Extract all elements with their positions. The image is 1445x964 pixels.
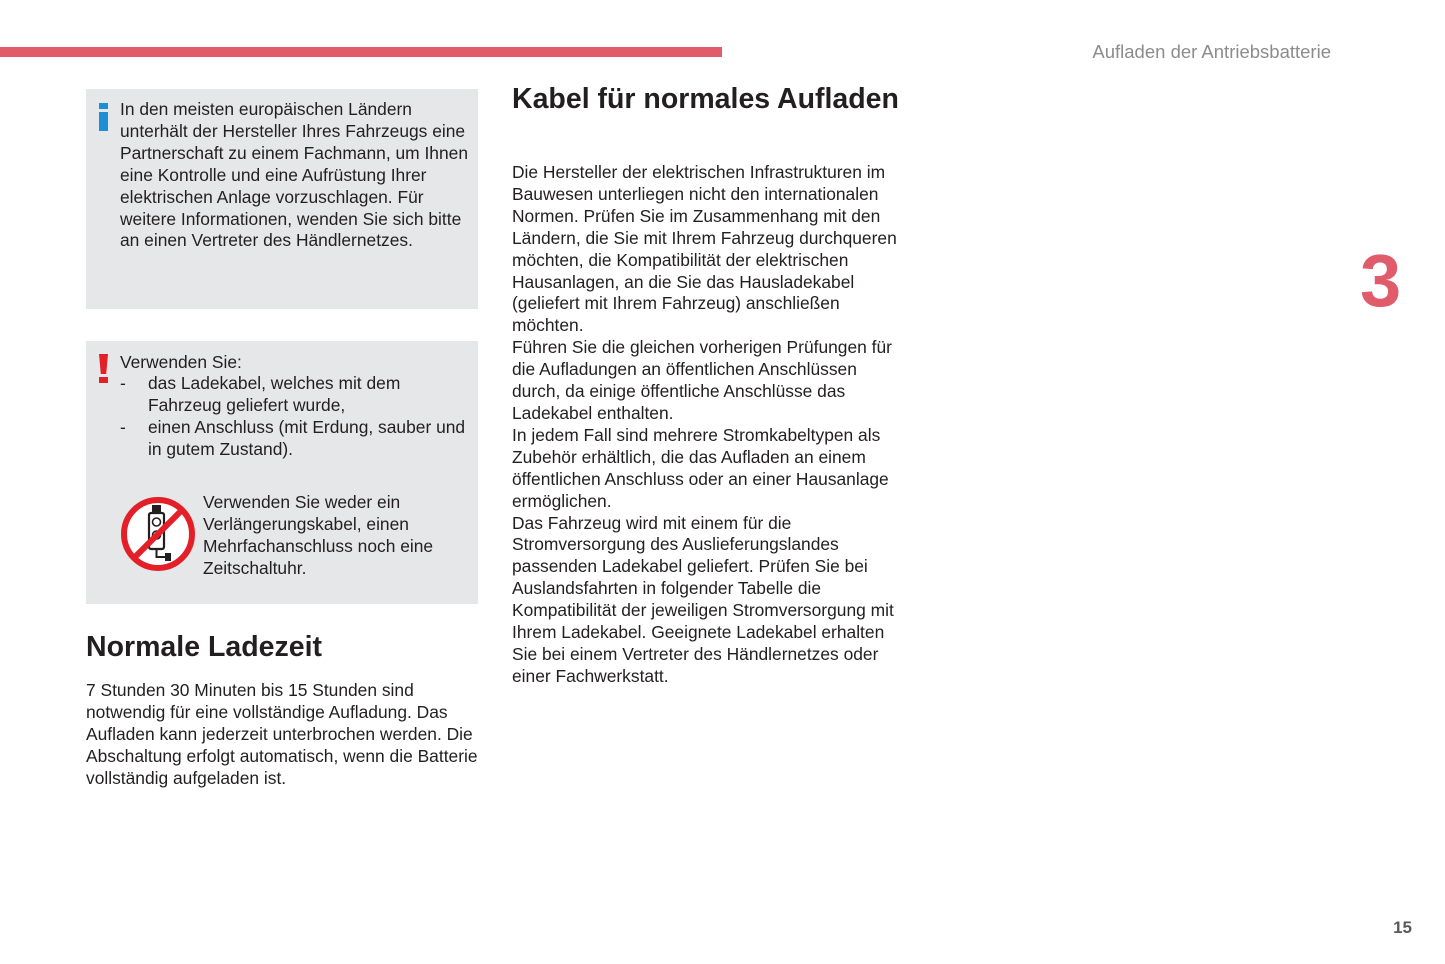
warning-intro: Verwenden Sie: — [120, 352, 242, 372]
normal-charge-heading: Normale Ladezeit — [86, 631, 322, 663]
no-extension-cable-icon — [119, 495, 197, 573]
warning-list — [120, 373, 470, 461]
header-accent-bar — [0, 47, 722, 57]
cable-section-text — [512, 162, 907, 688]
warning-box — [86, 341, 478, 604]
normal-charge-text: 7 Stunden 30 Minuten bis 15 Stunden sind notwendig für eine vollständige Aufladung. Das Aufladen kann jederzeit unterbrochen werden. Die Abschaltung erfolgt automatisch, wenn die Batterie vollständig aufgeladen ist. — [86, 680, 478, 788]
info-icon — [97, 103, 110, 133]
cable-paragraph: Führen Sie die gleichen vorherigen Prüfungen für die Aufladungen an öffentlichen Anschlüssen durch, da einige öffentliche Anschlüsse das Ladekabel enthalten. — [512, 337, 892, 423]
chapter-number: 3 — [1360, 239, 1402, 322]
info-box — [86, 89, 478, 309]
list-item: - einen Anschluss (mit Erdung, sauber und in gutem Zustand). — [120, 416, 466, 459]
cable-paragraph: Das Fahrzeug wird mit einem für die Stromversorgung des Auslieferungslandes passenden Ladekabel geliefert. Prüfen Sie bei Auslandsfahrten in folgender Tabelle die Kompatibilität der jeweiligen Stromversorgung mit Ihrem Ladekabel. Geeignete Ladekabel erhalten Sie bei einem Vertreter des Händlernetzes oder einer Fachwerkstatt. — [512, 512, 894, 686]
page-number: 15 — [1393, 918, 1412, 937]
warning-icon — [97, 354, 110, 384]
prohibition-text: Verwenden Sie weder ein Verlängerungskabel, einen Mehrfachanschluss noch eine Zeitschaltuhr. — [203, 492, 434, 578]
cable-paragraph: In jedem Fall sind mehrere Stromkabeltypen als Zubehör erhältlich, die das Aufladen an einem öffentlichen Anschluss oder an einer Hausanlage ermöglichen. — [512, 424, 889, 511]
running-header: Aufladen der Antriebsbatterie — [1092, 41, 1331, 62]
cable-section-heading: Kabel für normales Aufladen — [512, 83, 899, 115]
cable-paragraph: Die Hersteller der elektrischen Infrastrukturen im Bauwesen unterliegen nicht den internationalen Normen. Prüfen Sie im Zusammenhang mit den Ländern, die Sie mit Ihrem Fahrzeug durchqueren möchten, die Kompatibilität der elektrischen Hausanlagen, an die Sie das Hausladekabel (geliefert mit Ihrem Fahrzeug) anschließen möchten. — [512, 162, 897, 336]
list-item: - das Ladekabel, welches mit dem Fahrzeug geliefert wurde, — [120, 373, 401, 415]
info-text: In den meisten europäischen Ländern unterhält der Hersteller Ihres Fahrzeugs eine Partnerschaft zu einem Fachmann, um Ihnen eine Kontrolle und eine Aufrüstung Ihrer elektrischen Anlage vorzuschlagen. Für weitere Informationen, wenden Sie sich bitte an einen Vertreter des Händlernetzes. — [120, 99, 468, 251]
